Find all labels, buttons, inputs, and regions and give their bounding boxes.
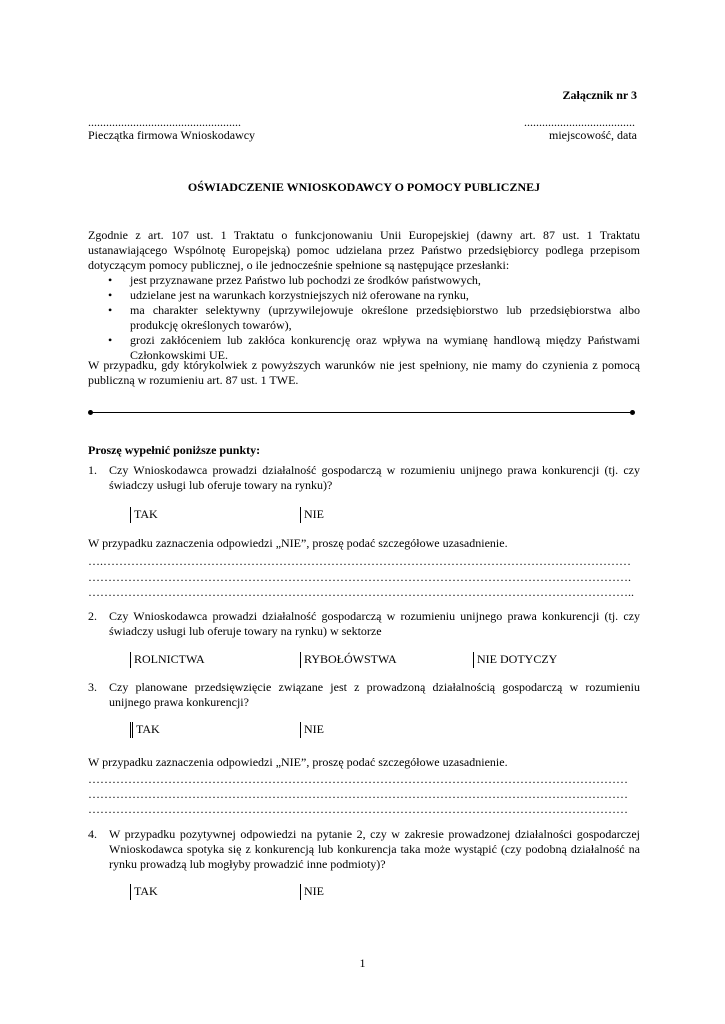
intro-paragraph: Zgodnie z art. 107 ust. 1 Traktatu o funkcjonowaniu Unii Europejskiej (dawny art. 87 ust. 1 Traktatu ustanawiającego Wspólnotę Europejską) pomoc udzielana przez Państwo przedsiębiorcy podlega przepisom dotyczącym pomocy publicznej, o ile jednocześnie spełnione są następujące przesłanki: [88,228,640,272]
question-number: 1. [88,463,97,477]
option-label: NIE DOTYCZY [477,652,558,666]
q3-justify-prompt: W przypadku zaznaczenia odpowiedzi „NIE”, proszę podać szczegółowe uzasadnienie. [88,755,508,769]
attachment-label: Załącznik nr 3 [562,88,637,102]
option-label: TAK [136,722,160,736]
checkbox[interactable] [130,722,133,738]
question-number: 2. [88,609,97,623]
question-number: 4. [88,827,97,841]
place-date-dots: ..................................... [524,115,635,129]
q1-justify-prompt: W przypadku zaznaczenia odpowiedzi „NIE”, proszę podać szczegółowe uzasadnienie. [88,536,508,550]
question-text: Czy planowane przedsięwzięcie związane jest z prowadzoną działalnością gospodarczą w rozumieniu unijnego prawa konkurencji? [109,680,640,709]
checkbox[interactable] [300,507,301,523]
question-2 [88,609,640,639]
checkbox[interactable] [300,722,301,738]
q4-option-yes[interactable] [130,884,158,899]
question-text: W przypadku pozytywnej odpowiedzi na pytanie 2, czy w zakresie prowadzonej działalności gospodarczej Wnioskodawca spotyka się z konkurencją lub konkurencja taka może wystąpić (czy podobną działalność na rynku prowadzą lub mogłyby prowadzić inne podmioty)? [109,827,640,871]
q3-answer-line[interactable]: ……………………………………………………………………………………………………………………… [88,772,628,786]
page-number: 1 [359,956,366,970]
q3-option-no[interactable] [300,722,324,737]
q1-answer-line[interactable]: ………………………………………………………………………………………………………………………. [88,570,631,584]
q3-answer-line[interactable]: ……………………………………………………………………………………………………………………… [88,802,628,816]
question-number: 3. [88,680,97,694]
outro-paragraph: W przypadku, gdy którykolwiek z powyższych warunków nie jest spełniony, nie mamy do czynienia z pomocą publiczną w rozumieniu art. 87 ust. 1 TWE. [88,358,640,387]
separator-line [90,412,633,413]
q2-option-agriculture[interactable] [130,652,205,667]
checkbox[interactable] [130,507,131,523]
company-stamp-label: Pieczątka firmowa Wnioskodawcy [88,128,256,142]
checkbox[interactable] [130,884,131,900]
place-date-label: miejscowość, data [549,128,637,142]
conditions-list [88,273,640,363]
q2-option-fishery[interactable] [300,652,397,667]
option-label: TAK [134,507,158,521]
q1-answer-line[interactable]: ….…………………………………………………………………………………………………………………… [88,554,631,568]
q4-option-no[interactable] [300,884,324,899]
question-text: Czy Wnioskodawca prowadzi działalność gospodarczą w rozumieniu unijnego prawa konkurencji (tj. czy świadczy usługi lub oferuje towary na rynku) w sektorze [109,609,640,638]
question-3 [88,680,640,710]
list-item: • udzielane jest na warunkach korzystniejszych niż oferowane na rynku, [88,288,640,303]
list-item: • grozi zakłóceniem lub zakłóca konkurencję oraz wpływa na wymianę handlową między Państwami Członkowskimi UE. [88,333,640,363]
stamp-dots: ................................................... [88,115,241,129]
list-item: • jest przyznawane przez Państwo lub pochodzi ze środków państwowych, [88,273,640,288]
q1-option-no[interactable] [300,507,324,522]
list-item: • ma charakter selektywny (uprzywilejowuje określone przedsiębiorstwo lub przedsiębiorstwa albo produkcję określonych towarów), [88,303,640,333]
question-4 [88,827,640,872]
checkbox[interactable] [473,652,474,668]
option-label: TAK [134,884,158,898]
checkbox[interactable] [300,884,301,900]
option-label: ROLNICTWA [134,652,205,666]
option-label: NIE [304,507,324,521]
q3-answer-line[interactable]: ……………………………………………………………………………………………………………………… [88,787,628,801]
question-text: Czy Wnioskodawca prowadzi działalność gospodarczą w rozumieniu unijnego prawa konkurencji (tj. czy świadczy usługi lub oferuje towary na rynku)? [109,463,640,492]
q3-option-yes[interactable] [130,722,160,737]
checkbox[interactable] [130,652,131,668]
q1-option-yes[interactable] [130,507,158,522]
question-1 [88,463,640,493]
fill-heading: Proszę wypełnić poniższe punkty: [88,443,261,457]
q1-answer-line[interactable]: ……………………………………………………………………………………………………………………….. [88,585,634,599]
checkbox[interactable] [300,652,301,668]
option-label: NIE [304,884,324,898]
option-label: NIE [304,722,324,736]
separator-dot-right [630,410,635,415]
document-title: OŚWIADCZENIE WNIOSKODAWCY O POMOCY PUBLICZNEJ [187,180,541,194]
option-label: RYBOŁÓWSTWA [304,652,397,666]
q2-option-not-applicable[interactable] [473,652,557,667]
